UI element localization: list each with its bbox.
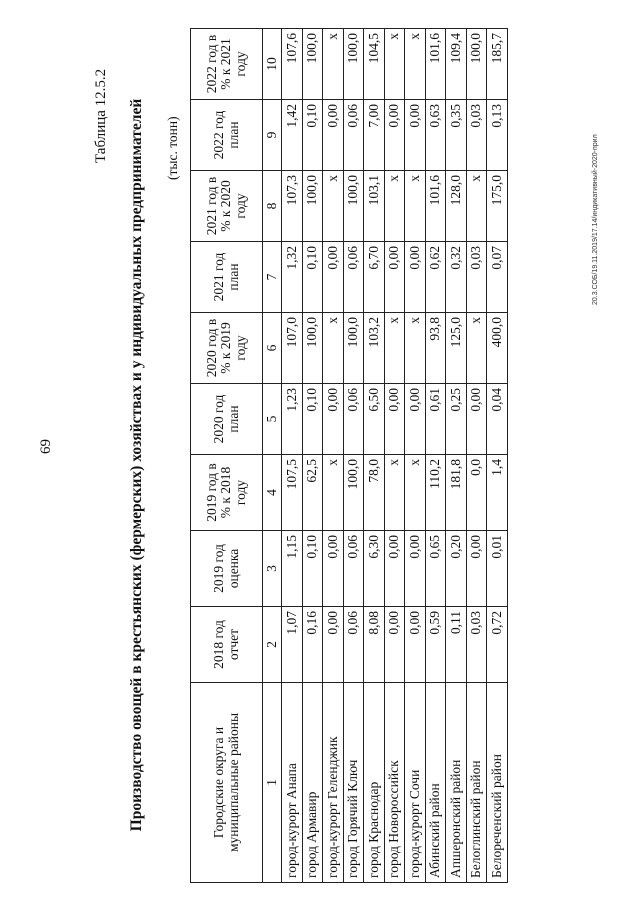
value-cell: 104,5 xyxy=(364,29,385,100)
value-cell: 93,8 xyxy=(425,313,446,384)
table-row xyxy=(466,29,487,883)
table-row xyxy=(302,29,323,883)
value-cell: 0,00 xyxy=(405,607,426,683)
value-cell: 6,50 xyxy=(364,384,385,455)
column-header: 2020 год план xyxy=(191,384,263,455)
value-cell: 0,00 xyxy=(323,607,344,683)
value-cell: 0,11 xyxy=(446,607,467,683)
value-cell: 0,13 xyxy=(487,100,508,171)
value-cell: 0,00 xyxy=(405,242,426,313)
district-name-cell: город Горячий Ключ xyxy=(343,683,364,883)
value-cell: 107,6 xyxy=(282,29,303,100)
district-name-cell: город Армавир xyxy=(302,683,323,883)
value-cell: 0,00 xyxy=(384,100,405,171)
column-header: 2021 год план xyxy=(191,242,263,313)
value-cell: 0,25 xyxy=(446,384,467,455)
value-cell: 0,00 xyxy=(323,384,344,455)
value-cell: 0,00 xyxy=(323,242,344,313)
value-cell: 1,07 xyxy=(282,607,303,683)
value-cell: 1,15 xyxy=(282,531,303,607)
district-name-cell: Белоглинский район xyxy=(466,683,487,883)
value-cell: 100,0 xyxy=(343,313,364,384)
column-header: 2019 год оценка xyxy=(191,531,263,607)
district-name-cell: Абинский район xyxy=(425,683,446,883)
table-row xyxy=(323,29,344,883)
page-number: 69 xyxy=(38,439,54,454)
table-row xyxy=(446,29,467,883)
value-cell: 0,16 xyxy=(302,607,323,683)
value-cell: 0,06 xyxy=(343,531,364,607)
value-cell: 0,62 xyxy=(425,242,446,313)
value-cell: х xyxy=(323,29,344,100)
value-cell: х xyxy=(323,455,344,531)
value-cell: 0,00 xyxy=(323,531,344,607)
column-number: 9 xyxy=(263,100,282,171)
value-cell: 6,70 xyxy=(364,242,385,313)
value-cell: х xyxy=(405,29,426,100)
value-cell: 0,00 xyxy=(405,384,426,455)
value-cell: х xyxy=(405,455,426,531)
value-cell: 1,4 xyxy=(487,455,508,531)
value-cell: 0,00 xyxy=(384,384,405,455)
column-number: 6 xyxy=(263,313,282,384)
value-cell: 0,00 xyxy=(405,100,426,171)
value-cell: 0,35 xyxy=(446,100,467,171)
value-cell: 0,63 xyxy=(425,100,446,171)
value-cell: 103,2 xyxy=(364,313,385,384)
table-row xyxy=(425,29,446,883)
column-number: 1 xyxy=(263,683,282,883)
value-cell: 0,20 xyxy=(446,531,467,607)
column-number-row xyxy=(263,29,282,883)
table-row xyxy=(405,29,426,883)
value-cell: 101,6 xyxy=(425,171,446,242)
column-header: 2019 год в % к 2018 году xyxy=(191,455,263,531)
value-cell: 0,06 xyxy=(343,384,364,455)
value-cell: 0,61 xyxy=(425,384,446,455)
value-cell: 100,0 xyxy=(343,455,364,531)
value-cell: 0,03 xyxy=(466,100,487,171)
value-cell: х xyxy=(384,171,405,242)
value-cell: 62,5 xyxy=(302,455,323,531)
value-cell: х xyxy=(323,171,344,242)
value-cell: 0,10 xyxy=(302,531,323,607)
header-row xyxy=(191,29,263,883)
value-cell: 128,0 xyxy=(446,171,467,242)
district-name-cell: город-курорт Сочи xyxy=(405,683,426,883)
value-cell: х xyxy=(384,29,405,100)
column-number: 5 xyxy=(263,384,282,455)
value-cell: 0,00 xyxy=(384,607,405,683)
value-cell: 0,00 xyxy=(405,531,426,607)
column-header: 2021 год в % к 2020 году xyxy=(191,171,263,242)
value-cell: 1,32 xyxy=(282,242,303,313)
value-cell: 181,8 xyxy=(446,455,467,531)
table-row xyxy=(487,29,508,883)
value-cell: 0,10 xyxy=(302,242,323,313)
district-name-cell: город-курорт Анапа xyxy=(282,683,303,883)
value-cell: 0,06 xyxy=(343,607,364,683)
table-label: Таблица 12.5.2 xyxy=(93,68,109,163)
district-name-cell: город Новороссийск xyxy=(384,683,405,883)
value-cell: 0,59 xyxy=(425,607,446,683)
value-cell: х xyxy=(384,455,405,531)
value-cell: 100,0 xyxy=(302,29,323,100)
vegetable-production-table xyxy=(190,28,508,883)
value-cell: 0,06 xyxy=(343,242,364,313)
table-row xyxy=(282,29,303,883)
column-number: 3 xyxy=(263,531,282,607)
value-cell: х xyxy=(323,313,344,384)
column-header: Городские округа и муниципальные районы xyxy=(191,683,263,883)
value-cell: х xyxy=(466,313,487,384)
table-title: Производство овощей в крестьянских (фермерских) хозяйствах и у индивидуальных предпринимателей xyxy=(128,98,145,832)
value-cell: х xyxy=(466,171,487,242)
table-row xyxy=(364,29,385,883)
value-cell: 185,7 xyxy=(487,29,508,100)
value-cell: 107,3 xyxy=(282,171,303,242)
value-cell: 110,2 xyxy=(425,455,446,531)
value-cell: 0,00 xyxy=(466,531,487,607)
value-cell: 400,0 xyxy=(487,313,508,384)
column-number: 2 xyxy=(263,607,282,683)
value-cell: 0,06 xyxy=(343,100,364,171)
district-name-cell: Апшеронский район xyxy=(446,683,467,883)
value-cell: 107,0 xyxy=(282,313,303,384)
value-cell: 0,03 xyxy=(466,607,487,683)
value-cell: 0,03 xyxy=(466,242,487,313)
value-cell: 100,0 xyxy=(343,171,364,242)
value-cell: 0,32 xyxy=(446,242,467,313)
value-cell: 6,30 xyxy=(364,531,385,607)
value-cell: х xyxy=(405,313,426,384)
value-cell: 0,10 xyxy=(302,384,323,455)
footer-code: 20.3.СОБ/19.11.2019/17.14/индикативный-2020-прил xyxy=(592,134,599,305)
table-body xyxy=(282,29,508,883)
column-number: 4 xyxy=(263,455,282,531)
value-cell: 1,42 xyxy=(282,100,303,171)
column-number: 10 xyxy=(263,29,282,100)
value-cell: 7,00 xyxy=(364,100,385,171)
value-cell: 0,72 xyxy=(487,607,508,683)
column-header: 2022 год в % к 2021 году xyxy=(191,29,263,100)
column-number: 8 xyxy=(263,171,282,242)
unit-label: (тыс. тонн) xyxy=(165,116,180,180)
district-name-cell: Белореченский район xyxy=(487,683,508,883)
district-name-cell: город-курорт Геленджик xyxy=(323,683,344,883)
value-cell: 0,01 xyxy=(487,531,508,607)
value-cell: 109,4 xyxy=(446,29,467,100)
value-cell: 0,00 xyxy=(323,100,344,171)
value-cell: 100,0 xyxy=(302,313,323,384)
value-cell: 1,23 xyxy=(282,384,303,455)
column-number: 7 xyxy=(263,242,282,313)
table-row xyxy=(343,29,364,883)
value-cell: 107,5 xyxy=(282,455,303,531)
value-cell: 0,04 xyxy=(487,384,508,455)
value-cell: х xyxy=(384,313,405,384)
value-cell: 78,0 xyxy=(364,455,385,531)
value-cell: 100,0 xyxy=(343,29,364,100)
value-cell: 103,1 xyxy=(364,171,385,242)
value-cell: 0,00 xyxy=(384,531,405,607)
column-header: 2020 год в % к 2019 году xyxy=(191,313,263,384)
value-cell: 100,0 xyxy=(302,171,323,242)
value-cell: 175,0 xyxy=(487,171,508,242)
value-cell: 101,6 xyxy=(425,29,446,100)
column-header: 2022 год план xyxy=(191,100,263,171)
value-cell: 0,65 xyxy=(425,531,446,607)
value-cell: 0,00 xyxy=(384,242,405,313)
value-cell: 0,10 xyxy=(302,100,323,171)
column-header: 2018 год отчет xyxy=(191,607,263,683)
value-cell: 125,0 xyxy=(446,313,467,384)
value-cell: х xyxy=(405,171,426,242)
table-row xyxy=(384,29,405,883)
value-cell: 100,0 xyxy=(466,29,487,100)
value-cell: 0,00 xyxy=(466,384,487,455)
value-cell: 8,08 xyxy=(364,607,385,683)
value-cell: 0,0 xyxy=(466,455,487,531)
district-name-cell: город Краснодар xyxy=(364,683,385,883)
value-cell: 0,07 xyxy=(487,242,508,313)
